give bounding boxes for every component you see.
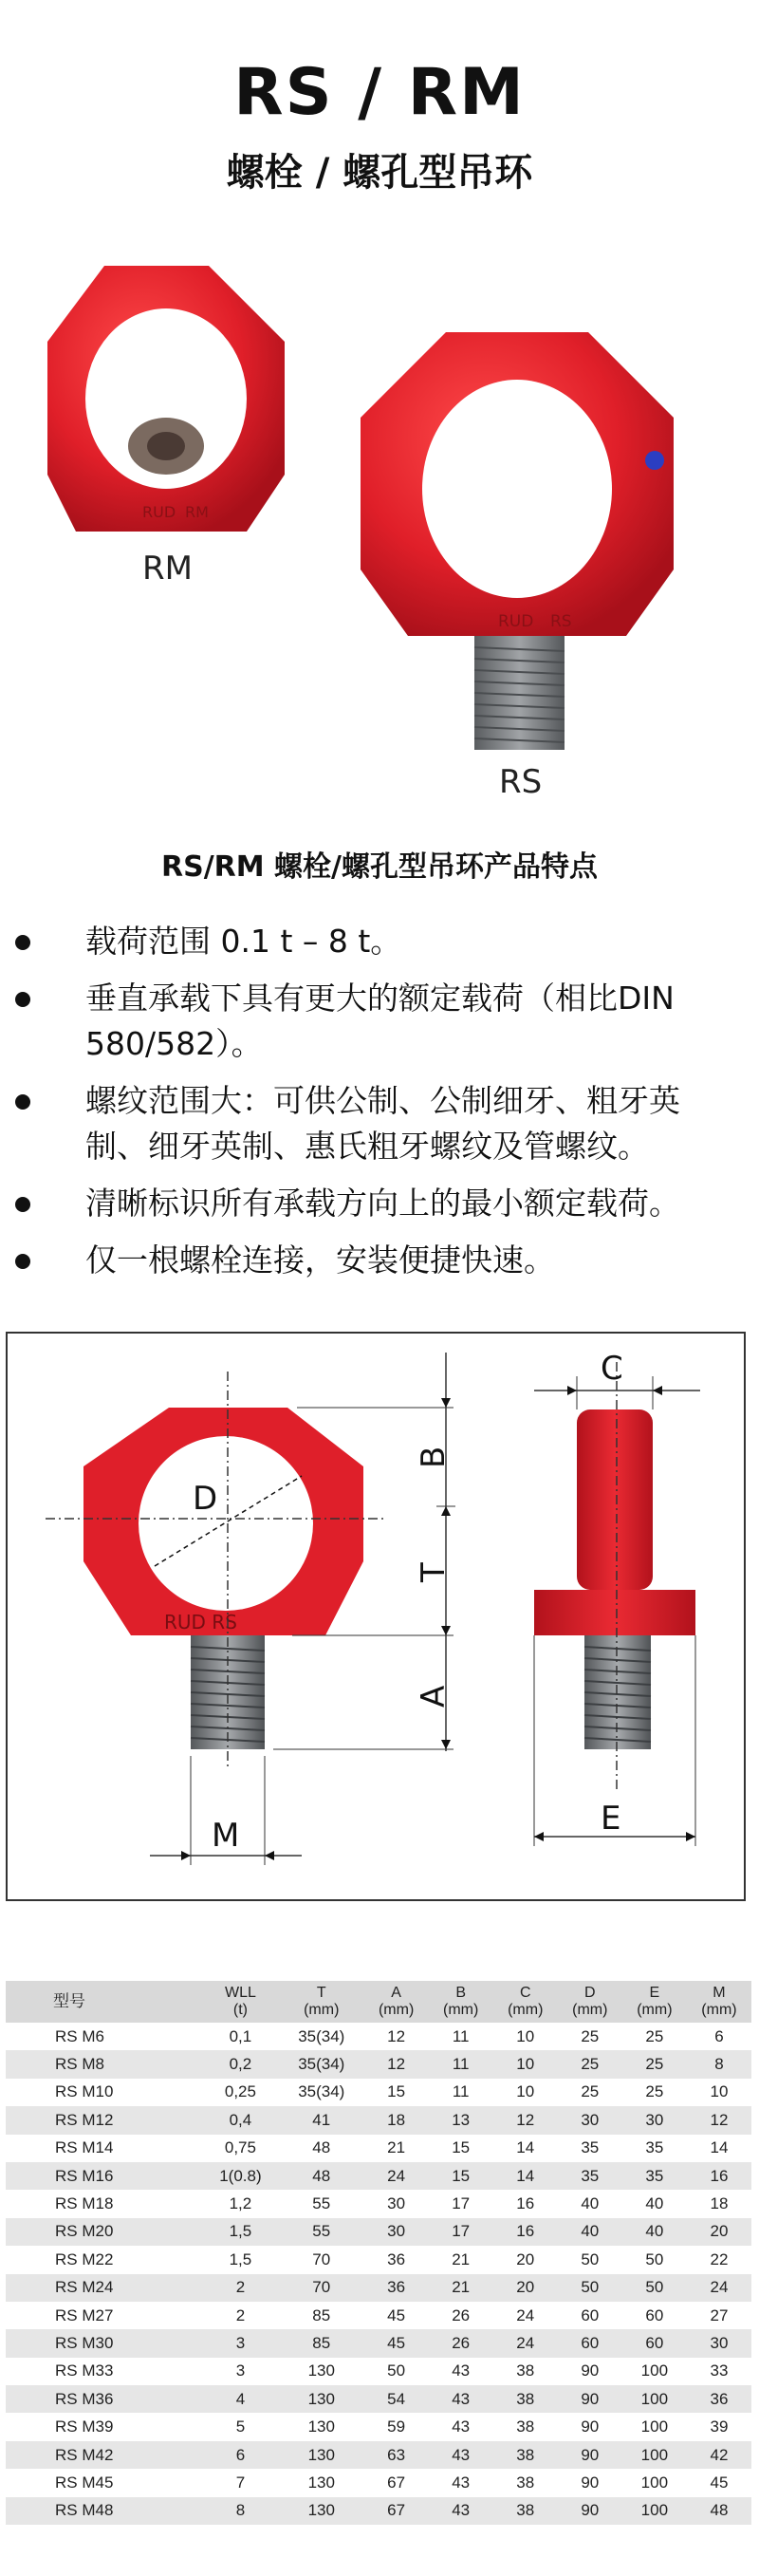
table-cell: 67 <box>364 2497 429 2525</box>
table-cell-model: RS M8 <box>6 2050 202 2078</box>
table-cell: 0,2 <box>202 2050 279 2078</box>
table-cell: 100 <box>622 2385 687 2413</box>
table-cell: 40 <box>622 2218 687 2246</box>
table-cell: 15 <box>452 2138 471 2157</box>
table-cell: 10 <box>493 2050 558 2078</box>
table-cell: 38 <box>516 2361 535 2380</box>
table-cell: 40 <box>581 2194 600 2213</box>
table-cell: 10 <box>516 2026 535 2045</box>
table-cell: 7 <box>235 2473 246 2492</box>
spec-table-body <box>6 2023 751 2525</box>
table-cell: 30 <box>558 2106 622 2134</box>
table-cell: 100 <box>640 2473 669 2492</box>
table-cell-model: RS M42 <box>6 2441 202 2469</box>
header-e: E (mm) <box>622 1981 687 2023</box>
table-cell-model: RS M20 <box>6 2218 202 2246</box>
table-cell: 35 <box>645 2138 664 2157</box>
label-a: A <box>415 1685 453 1708</box>
table-cell: 0,4 <box>202 2106 279 2134</box>
table-cell: 14 <box>493 2162 558 2190</box>
table-cell: 16 <box>516 2194 535 2213</box>
table-cell: 16 <box>687 2162 751 2190</box>
table-cell-model: RS M27 <box>55 2305 114 2324</box>
table-cell: 10 <box>516 2082 535 2101</box>
table-cell: 25 <box>558 2050 622 2078</box>
table-cell-model: RS M14 <box>55 2138 114 2157</box>
table-cell: 100 <box>640 2417 669 2436</box>
table-cell: 100 <box>640 2361 669 2380</box>
table-cell-model: RS M45 <box>55 2473 114 2492</box>
table-cell: 59 <box>387 2417 406 2436</box>
table-cell: 48 <box>687 2497 751 2525</box>
bullet-icon <box>15 1254 30 1269</box>
table-cell: 60 <box>622 2329 687 2357</box>
table-cell: 48 <box>279 2162 364 2190</box>
header-model: 型号 <box>6 1981 202 2023</box>
table-cell: 12 <box>364 2050 429 2078</box>
table-cell: 54 <box>364 2385 429 2413</box>
table-cell: 35 <box>622 2162 687 2190</box>
table-cell-model: RS M48 <box>6 2497 202 2525</box>
label-c: C <box>601 1350 623 1388</box>
table-cell: 0,1 <box>229 2026 252 2045</box>
table-cell: 11 <box>429 2050 493 2078</box>
table-cell: 100 <box>622 2441 687 2469</box>
table-cell: 17 <box>452 2194 471 2213</box>
table-cell-model: RS M36 <box>6 2385 202 2413</box>
label-e: E <box>601 1800 621 1838</box>
table-cell: 36 <box>387 2249 406 2268</box>
table-cell: 24 <box>687 2274 751 2302</box>
table-cell: 48 <box>312 2138 331 2157</box>
table-cell: 43 <box>429 2497 493 2525</box>
table-cell: 14 <box>516 2138 535 2157</box>
features-list <box>0 919 759 1295</box>
table-cell: 36 <box>364 2274 429 2302</box>
rs-stamp: RS <box>550 612 572 631</box>
table-cell: 13 <box>429 2106 493 2134</box>
table-row <box>6 2106 751 2134</box>
dimension-drawing <box>8 1334 744 1899</box>
table-cell: 14 <box>710 2138 729 2157</box>
table-cell: 85 <box>279 2329 364 2357</box>
table-cell: 25 <box>645 2082 664 2101</box>
table-row <box>6 2302 751 2329</box>
product-illustration <box>0 256 759 807</box>
table-header-row <box>6 1981 751 2023</box>
rm-eye-nut <box>47 266 285 532</box>
table-cell: 50 <box>558 2274 622 2302</box>
table-cell: 25 <box>581 2082 600 2101</box>
table-cell: 43 <box>452 2361 471 2380</box>
table-cell: 38 <box>493 2385 558 2413</box>
table-cell: 40 <box>645 2194 664 2213</box>
table-cell: 60 <box>558 2329 622 2357</box>
feature-item: 载荷范围 0.1 t – 8 t。 <box>0 919 759 964</box>
table-cell-model: RS M6 <box>55 2026 104 2045</box>
table-cell: 24 <box>493 2329 558 2357</box>
table-cell: 3 <box>202 2329 279 2357</box>
table-cell: 20 <box>687 2218 751 2246</box>
table-cell-model: RS M18 <box>55 2194 114 2213</box>
front-view <box>46 1353 455 1865</box>
table-cell: 38 <box>516 2473 535 2492</box>
table-cell: 55 <box>279 2218 364 2246</box>
table-cell: 21 <box>452 2249 471 2268</box>
table-cell: 12 <box>493 2106 558 2134</box>
feature-item: 螺纹范围大：可供公制、公制细牙、粗牙英制、细牙英制、惠氏粗牙螺纹及管螺纹。 <box>0 1078 759 1169</box>
table-cell: 22 <box>710 2249 729 2268</box>
table-cell: 3 <box>235 2361 246 2380</box>
table-row <box>6 2385 751 2413</box>
label-m: M <box>212 1817 240 1855</box>
table-cell: 35 <box>581 2138 600 2157</box>
table-cell: 10 <box>710 2082 729 2101</box>
table-row <box>6 2050 751 2078</box>
table-cell: 85 <box>312 2305 331 2324</box>
table-cell-model: RS M33 <box>55 2361 114 2380</box>
table-cell: 42 <box>687 2441 751 2469</box>
table-cell: 40 <box>558 2218 622 2246</box>
table-cell: 30 <box>364 2218 429 2246</box>
table-cell: 20 <box>493 2274 558 2302</box>
table-cell: 1,2 <box>229 2194 252 2213</box>
page-subtitle: 螺栓 / 螺孔型吊环 <box>226 151 533 195</box>
table-cell: 43 <box>452 2417 471 2436</box>
table-cell: 24 <box>516 2305 535 2324</box>
table-cell: 35(34) <box>279 2050 364 2078</box>
table-row <box>6 2135 751 2162</box>
bullet-icon <box>15 935 30 950</box>
table-row <box>6 2190 751 2217</box>
table-cell: 30 <box>387 2194 406 2213</box>
feature-item: 垂直承载下具有更大的额定载荷（相比DIN 580/582）。 <box>0 976 759 1067</box>
table-cell: 43 <box>429 2441 493 2469</box>
table-row <box>6 2023 751 2050</box>
table-cell: 45 <box>387 2305 406 2324</box>
table-cell: 1,5 <box>202 2218 279 2246</box>
side-view <box>534 1350 700 1846</box>
table-cell: 26 <box>452 2305 471 2324</box>
table-cell: 100 <box>622 2497 687 2525</box>
table-cell: 30 <box>622 2106 687 2134</box>
table-row <box>6 2218 751 2246</box>
label-rs: RS <box>499 763 543 801</box>
table-cell: 38 <box>516 2417 535 2436</box>
table-cell: 67 <box>387 2473 406 2492</box>
feature-item: 仅一根螺栓连接，安装便捷快速。 <box>0 1238 759 1283</box>
bullet-icon <box>15 1197 30 1212</box>
table-cell: 50 <box>645 2249 664 2268</box>
table-cell: 43 <box>429 2385 493 2413</box>
table-cell: 90 <box>558 2497 622 2525</box>
rm-stamp: RM <box>185 503 209 521</box>
table-cell: 30 <box>687 2329 751 2357</box>
table-cell-model: RS M24 <box>6 2274 202 2302</box>
header-wll: WLL (t) <box>202 1981 279 2023</box>
table-cell: 26 <box>429 2329 493 2357</box>
table-cell: 63 <box>364 2441 429 2469</box>
table-cell: 25 <box>645 2026 664 2045</box>
table-cell: 90 <box>581 2417 600 2436</box>
table-cell: 24 <box>364 2162 429 2190</box>
table-cell: 70 <box>312 2249 331 2268</box>
spec-table <box>6 1981 751 2525</box>
table-cell: 6 <box>714 2026 724 2045</box>
table-cell: 4 <box>202 2385 279 2413</box>
header-d: D (mm) <box>558 1981 622 2023</box>
table-row <box>6 2329 751 2357</box>
rm-stamp-rud: RUD <box>142 503 176 521</box>
table-cell-model: RS M30 <box>6 2329 202 2357</box>
table-cell: 21 <box>387 2138 406 2157</box>
table-cell: 25 <box>622 2050 687 2078</box>
page-title: RS / RM <box>233 55 526 130</box>
table-cell: 0,75 <box>224 2138 256 2157</box>
table-cell: 27 <box>710 2305 729 2324</box>
table-cell: 2 <box>202 2274 279 2302</box>
table-cell-model: RS M16 <box>6 2162 202 2190</box>
table-cell: 25 <box>581 2026 600 2045</box>
table-cell: 12 <box>687 2106 751 2134</box>
table-cell: 45 <box>364 2329 429 2357</box>
label-t: T <box>415 1562 453 1582</box>
table-row <box>6 2469 751 2496</box>
table-cell: 50 <box>622 2274 687 2302</box>
table-cell: 17 <box>429 2218 493 2246</box>
table-cell: 21 <box>429 2274 493 2302</box>
rs-stamp-rud: RUD <box>498 612 534 631</box>
bullet-icon <box>15 992 30 1007</box>
rs-eye-bolt <box>361 332 674 750</box>
header-b: B (mm) <box>429 1981 493 2023</box>
table-cell: 8 <box>202 2497 279 2525</box>
table-cell: 130 <box>307 2417 335 2436</box>
table-cell: 12 <box>387 2026 406 2045</box>
feature-item: 清晰标识所有承载方向上的最小额定载荷。 <box>0 1181 759 1226</box>
table-row <box>6 2497 751 2525</box>
header-t: T (mm) <box>279 1981 364 2023</box>
table-row <box>6 2413 751 2440</box>
table-cell: 43 <box>452 2473 471 2492</box>
table-cell: 35 <box>558 2162 622 2190</box>
table-cell: 11 <box>452 2026 470 2045</box>
front-stamp: RUD RS <box>164 1611 237 1633</box>
bullet-icon <box>15 1094 30 1110</box>
table-cell: 38 <box>493 2497 558 2525</box>
header-c: C (mm) <box>493 1981 558 2023</box>
table-row <box>6 2274 751 2302</box>
features-title: RS/RM 螺栓/螺孔型吊环产品特点 <box>160 850 599 884</box>
table-cell: 18 <box>364 2106 429 2134</box>
table-cell: 15 <box>387 2082 406 2101</box>
table-cell: 0,25 <box>224 2082 256 2101</box>
product-photo <box>0 256 759 807</box>
table-cell: 1(0.8) <box>202 2162 279 2190</box>
table-cell: 8 <box>687 2050 751 2078</box>
table-cell: 39 <box>710 2417 729 2436</box>
table-cell-model: RS M22 <box>55 2249 114 2268</box>
label-b: B <box>415 1446 453 1468</box>
table-row <box>6 2079 751 2106</box>
header-a: A (mm) <box>364 1981 429 2023</box>
table-cell: 36 <box>687 2385 751 2413</box>
header-m: M (mm) <box>687 1981 751 2023</box>
table-cell: 11 <box>452 2082 470 2101</box>
table-cell: 15 <box>429 2162 493 2190</box>
label-rm: RM <box>142 550 193 588</box>
table-row <box>6 2358 751 2385</box>
dimension-diagram <box>6 1332 746 1901</box>
table-cell: 33 <box>710 2361 729 2380</box>
table-cell: 45 <box>710 2473 729 2492</box>
table-cell-model: RS M39 <box>55 2417 114 2436</box>
table-cell: 20 <box>516 2249 535 2268</box>
table-cell: 50 <box>581 2249 600 2268</box>
table-cell: 41 <box>279 2106 364 2134</box>
table-cell: 90 <box>558 2441 622 2469</box>
table-cell: 18 <box>710 2194 729 2213</box>
table-cell-model: RS M12 <box>6 2106 202 2134</box>
table-cell: 6 <box>202 2441 279 2469</box>
table-cell: 35(34) <box>298 2026 345 2045</box>
table-cell: 130 <box>279 2441 364 2469</box>
table-cell: 38 <box>493 2441 558 2469</box>
table-cell: 130 <box>279 2497 364 2525</box>
table-cell: 130 <box>279 2385 364 2413</box>
table-cell: 130 <box>307 2473 335 2492</box>
table-cell: 35(34) <box>298 2082 345 2101</box>
table-cell: 5 <box>235 2417 246 2436</box>
table-cell: 70 <box>279 2274 364 2302</box>
table-cell: 1,5 <box>229 2249 252 2268</box>
table-cell: 16 <box>493 2218 558 2246</box>
table-cell: 60 <box>581 2305 600 2324</box>
table-cell: 2 <box>235 2305 246 2324</box>
table-cell: 50 <box>387 2361 406 2380</box>
table-row <box>6 2246 751 2273</box>
table-row <box>6 2162 751 2190</box>
table-row <box>6 2441 751 2469</box>
table-cell: 55 <box>312 2194 331 2213</box>
table-cell-model: RS M10 <box>55 2082 114 2101</box>
table-cell: 90 <box>581 2361 600 2380</box>
table-cell: 60 <box>645 2305 664 2324</box>
table-cell: 90 <box>581 2473 600 2492</box>
label-d: D <box>193 1480 218 1518</box>
table-cell: 130 <box>307 2361 335 2380</box>
table-cell: 90 <box>558 2385 622 2413</box>
